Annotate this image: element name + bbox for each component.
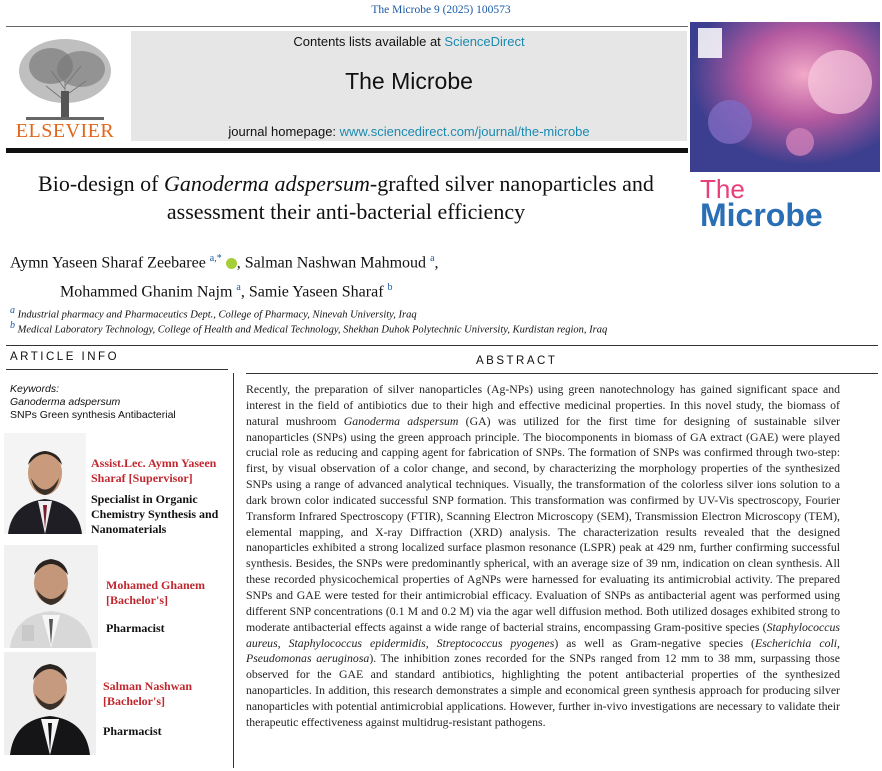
author-photo [4,545,98,648]
sciencedirect-link[interactable]: ScienceDirect [444,34,525,49]
abstract-rule [246,373,878,374]
column-divider [233,373,234,768]
author-list: Aymn Yaseen Sharaf Zeebaree $^{a,*}$ , Salman Nashwan Mahmoud $^a$, Mohammed Ghanim Najm $^a$, Samie Yaseen Sharaf $^b$ [10,253,439,301]
title-line2: assessment their anti-bacterial efficiency [166,199,526,224]
person-name: Mohamed Ghanem [Bachelor's] [106,578,205,607]
cover-title-line1: The [700,174,745,204]
contents-line [131,34,687,49]
keywords-block [10,383,176,422]
title-part1: Bio-design of [38,171,164,196]
author-name[interactable]: Aymn Yaseen Sharaf Zeebaree [10,254,206,272]
orcid-icon[interactable] [226,258,237,269]
author-photo [4,433,86,534]
author-photo [4,652,96,755]
author-affil-mark: b [387,282,393,294]
homepage-link[interactable]: www.sciencedirect.com/journal/the-microbe [339,124,590,139]
affiliation: $^a$ Industrial pharmacy and Pharmaceutics Dept., College of Pharmacy, Ninevah University, Iraq [10,305,417,321]
homepage-line [131,124,687,139]
title-part2: -grafted silver nanoparticles and [369,171,654,196]
contents-prefix: Contents lists available at [293,34,445,49]
abstract-heading: ABSTRACT [476,355,558,367]
title-italic: Ganoderma adspersum [163,171,370,196]
author-name[interactable]: Mohammed Ghanim Najm [60,283,233,301]
keyword: SNPs Green synthesis Antibacterial [10,409,176,421]
person-role: Specialist in Organic Chemistry Synthesis and Nanomaterials [91,492,219,536]
author-name[interactable]: Samie Yaseen Sharaf [248,283,384,301]
abstract-text: Recently, the preparation of silver nanoparticles (Ag-NPs) using green nanotechnology has gained significant space and interest in the field of antibiotics due to their high and effective medicinal properties. In this novel study, the biomass of natural mushroom Ganoderma adspersum (GA) was utilized for the first time for designing of sustainable silver nanoparticles (SNPs) using the green approach principle. The biocomponents in biomass of GA extract (GAE) were played crucial role as reducing and capping agent for fabrication of SNPs. The formation of SNPs was confirmed through two-step: first, by visual observation of a color change, and second, by characterizing the morphology properties of the synthesized SNPs using a range of advanced analytical techniques. Visually, the transformation of the colorless silver ions solution to a dark brown color indicated successful SNP formation. This transformation was confirmed by UV-Vis spectroscopy, Fourier Transform Infrared Spectroscopy (FTIR), Scanning Electron Microscopy (SEM), Transmission Electron Microscopy (TEM), elemental mapping, and X-ray Diffraction (XRD) analysis. The characterization results revealed that the designed nanoparticles exhibited a strong localized surface plasmon resonance (LSPR) peak at 429 nm, further confirming successful synthesis. Besides, the SNPs were predominantly spherical, with an average size of 39 nm, indication on clean synthesis. All these recorded physicochemical properties of AgNPs were harnessed for evaluating its antimicrobial activity. The prepared SNPs and GAE were tested for their antimicrobial efficacy. Evaluation of SNPs as antibacterial agent was performed using different SNP concentrations (0.1 M and 0.2 M) via the agar well diffusion method. Both utilized dosages exhibited strong to moderate antibacterial effects against a wide range of bacterial strains, encompassing Gram-positive species (Staphylococcus aureus, Staphylococcus epidermidis, Streptococcus pyogenes) as well as Gram-negative species (Escherichia coli, Pseudomonas aeruginosa). The inhibition zones recorded for the SNPs ranged from 12 mm to 38 mm, surpassing those observed for the GAE and standard antibiotics, highlighting the potent antibacterial properties of the synthesized nanoparticles. In addition, this research demonstrates a simple and economical green synthesis approach for producing silver nanoparticles with potential antimicrobial applications. However, further in-vivo investigations are necessary to validate their therapeutic effectiveness against multidrug-resistant pathogens. [246,382,841,729]
journal-cover [690,22,880,254]
info-rule [6,369,228,370]
article-info-heading: ARTICLE INFO [10,351,120,363]
section-rule [6,345,878,346]
affiliation: $^b$ Medical Laboratory Technology, College of Health and Medical Technology, Shekhan Duhok Polytechnic University, Kurdistan region, Iraq [10,320,608,336]
article-title [0,170,692,226]
keyword: Ganoderma adspersum [10,396,121,408]
person-name: Assist.Lec. Aymn Yaseen Sharaf [Supervisor] [91,456,217,485]
homepage-prefix: journal homepage: [228,124,340,139]
author-affil-mark: a,* [209,253,222,264]
author-affil-mark: a [236,282,241,294]
cover-title-line2: Microbe [700,197,823,233]
top-rule [6,26,688,27]
person-role: Pharmacist [103,724,162,738]
author-affil-mark: a [430,253,435,264]
person-role: Pharmacist [106,621,165,635]
person-name: Salman Nashwan [Bachelor's] [103,679,193,708]
author-name[interactable]: Salman Nashwan Mahmoud [244,254,427,272]
publisher-logo-text: ELSEVIER [15,120,115,142]
citation: The Microbe 9 (2025) 100573 [371,4,511,16]
header-rule [6,148,688,153]
journal-title: The Microbe [345,68,473,94]
keywords-label: Keywords: [10,383,60,395]
